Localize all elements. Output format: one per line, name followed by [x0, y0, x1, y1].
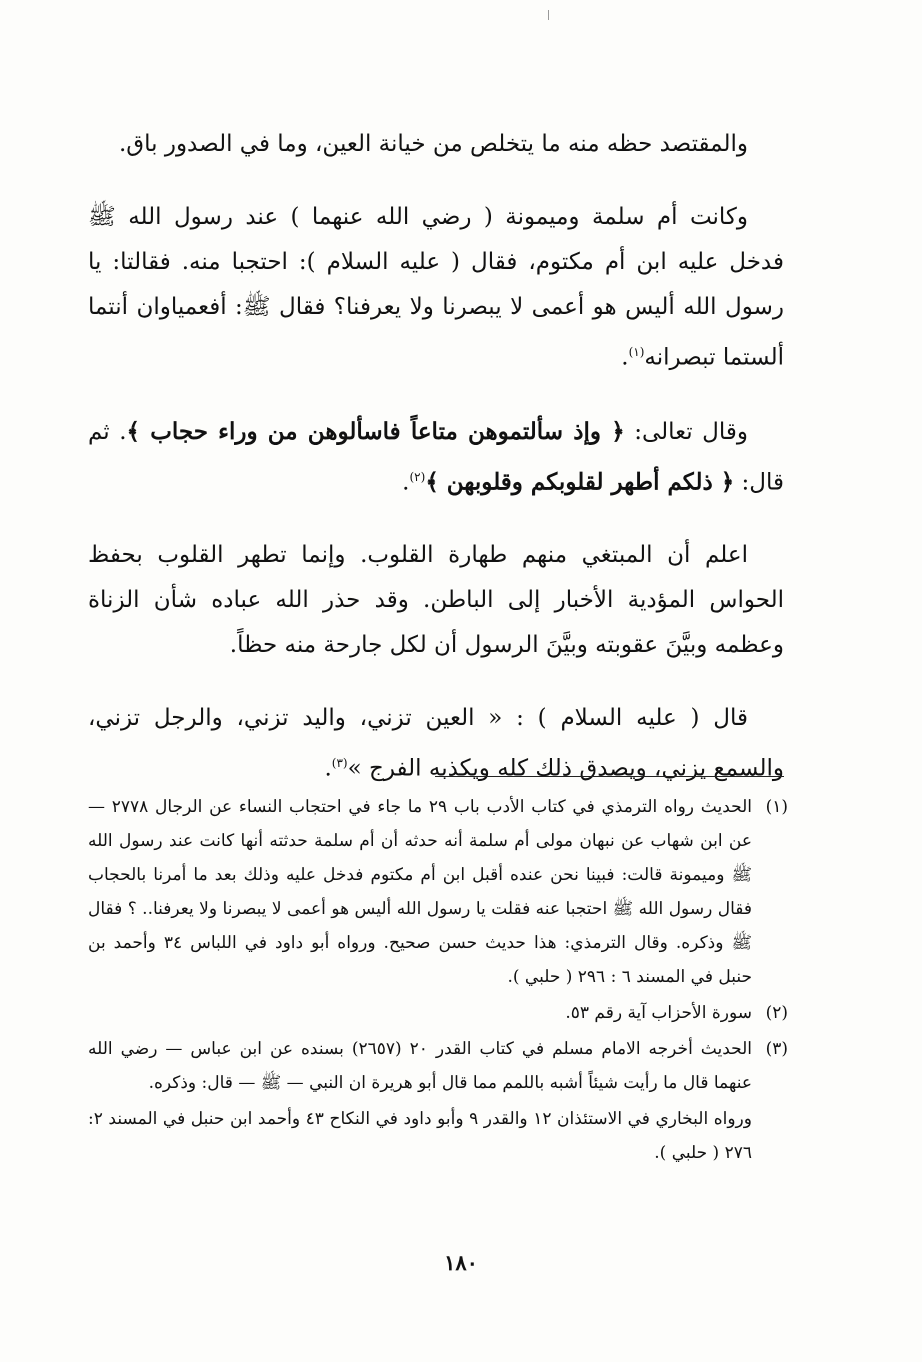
footnote-number: (٣): [765, 1039, 788, 1059]
paragraph-3: وقال تعالى: ﴿ وإذ سألتموهن متاعاً فاسألوهن من وراء حجاب ﴾. ثم قال: ﴿ ذلكم أطهر لقلوبكم وقلوبهن ﴾$^{(٢)}$.: [88, 417, 784, 496]
footnotes: [88, 790, 788, 1172]
footnote-number: (٢): [765, 1003, 788, 1023]
footnote-ref-3[interactable]: (٣): [331, 756, 348, 771]
footnote-3-continued: ورواه البخاري في الاستئذان ١٢ والقدر ٩ وأبو داود في النكاح ٤٣ وأحمد ابن حنبل في المسند ٢: ٢٧٦ ( حلبي ).: [88, 1109, 752, 1163]
main-text: [88, 122, 784, 820]
page-number: ١٨٠: [444, 1250, 478, 1275]
quran-quote-1: ﴿ وإذ سألتموهن متاعاً فاسألوهن من وراء حجاب ﴾: [126, 417, 625, 445]
scan-mark: [548, 10, 549, 20]
paragraph-4: اعلم أن المبتغي منهم طهارة القلوب. وإنما تطهر القلوب بحفظ الحواس المؤدية الأخبار إلى الباطن. وقد حذر الله عباده شأن الزناة وعظمه وبيَّنَ عقوبته وبيَّنَ الرسول أن لكل جارحة منه حظاً.: [88, 542, 784, 659]
footnote-ref-2[interactable]: (٢): [409, 469, 426, 484]
footnote-number: (١): [765, 797, 788, 817]
footnote-3: (٣) الحديث أخرجه الامام مسلم في كتاب القدر ٢٠ (٢٦٥٧) بسنده عن ابن عباس — رضي الله عنهما قال ما رأيت شيئاً أشبه باللمم مما قال أبو هريرة ان النبي — ﷺ — قال: وذكره.: [88, 1032, 788, 1100]
footnote-2: (٢) سورة الأحزاب آية رقم ٥٣.: [88, 996, 788, 1030]
paragraph-1: والمقتصد حظه منه ما يتخلص من خيانة العين، وما في الصدور باق.: [118, 131, 748, 157]
footnote-divider: [435, 776, 784, 777]
footnote-1: (١) الحديث رواه الترمذي في كتاب الأدب باب ٢٩ ما جاء في احتجاب النساء عن الرجال ٢٧٧٨ — عن ابن شهاب عن نبهان مولى أم سلمة أنه حدثه أن أم سلمة حدثته أنها كانت عند رسول الله ﷺ وميمونة قالت: فبينا نحن عنده أقبل ابن أم مكتوم فدخل عليه وذلك بعد ما أمرنا بالحجاب فقال رسول الله ﷺ احتجبا عنه فقلت يا رسول الله أليس هو أعمى لا يبصرنا ولا يعرفنا.. ؟ فقال ﷺ وذكره. وقال الترمذي: هذا حديث حسن صحيح. ورواه أبو داود في اللباس ٣٤ وأحمد بن حنبل في المسند ٦ : ٢٩٦ ( حلبي ).: [88, 790, 788, 994]
quran-quote-2: ﴿ ذلكم أطهر لقلوبكم وقلوبهن ﴾: [425, 468, 735, 496]
paragraph-5: قال ( عليه السلام ) : « العين تزني، واليد تزني، والرجل تزني، والسمع يزني، ويصدق ذلك كله ويكذبه الفرج »$^{(٣)}$.: [88, 705, 784, 782]
paragraph-2: وكانت أم سلمة وميمونة ( رضي الله عنهما ) عند رسول الله ﷺ فدخل عليه ابن أم مكتوم، فقال ( عليه السلام ): احتجبا منه. فقالتا: يا رسول الله أليس هو أعمى لا يبصرنا ولا يعرفنا؟ فقال ﷺ: أفعمياوان أنتما ألستما تبصرانه$^{(١)}$.: [88, 204, 784, 371]
footnote-ref-1[interactable]: (١): [628, 345, 645, 359]
